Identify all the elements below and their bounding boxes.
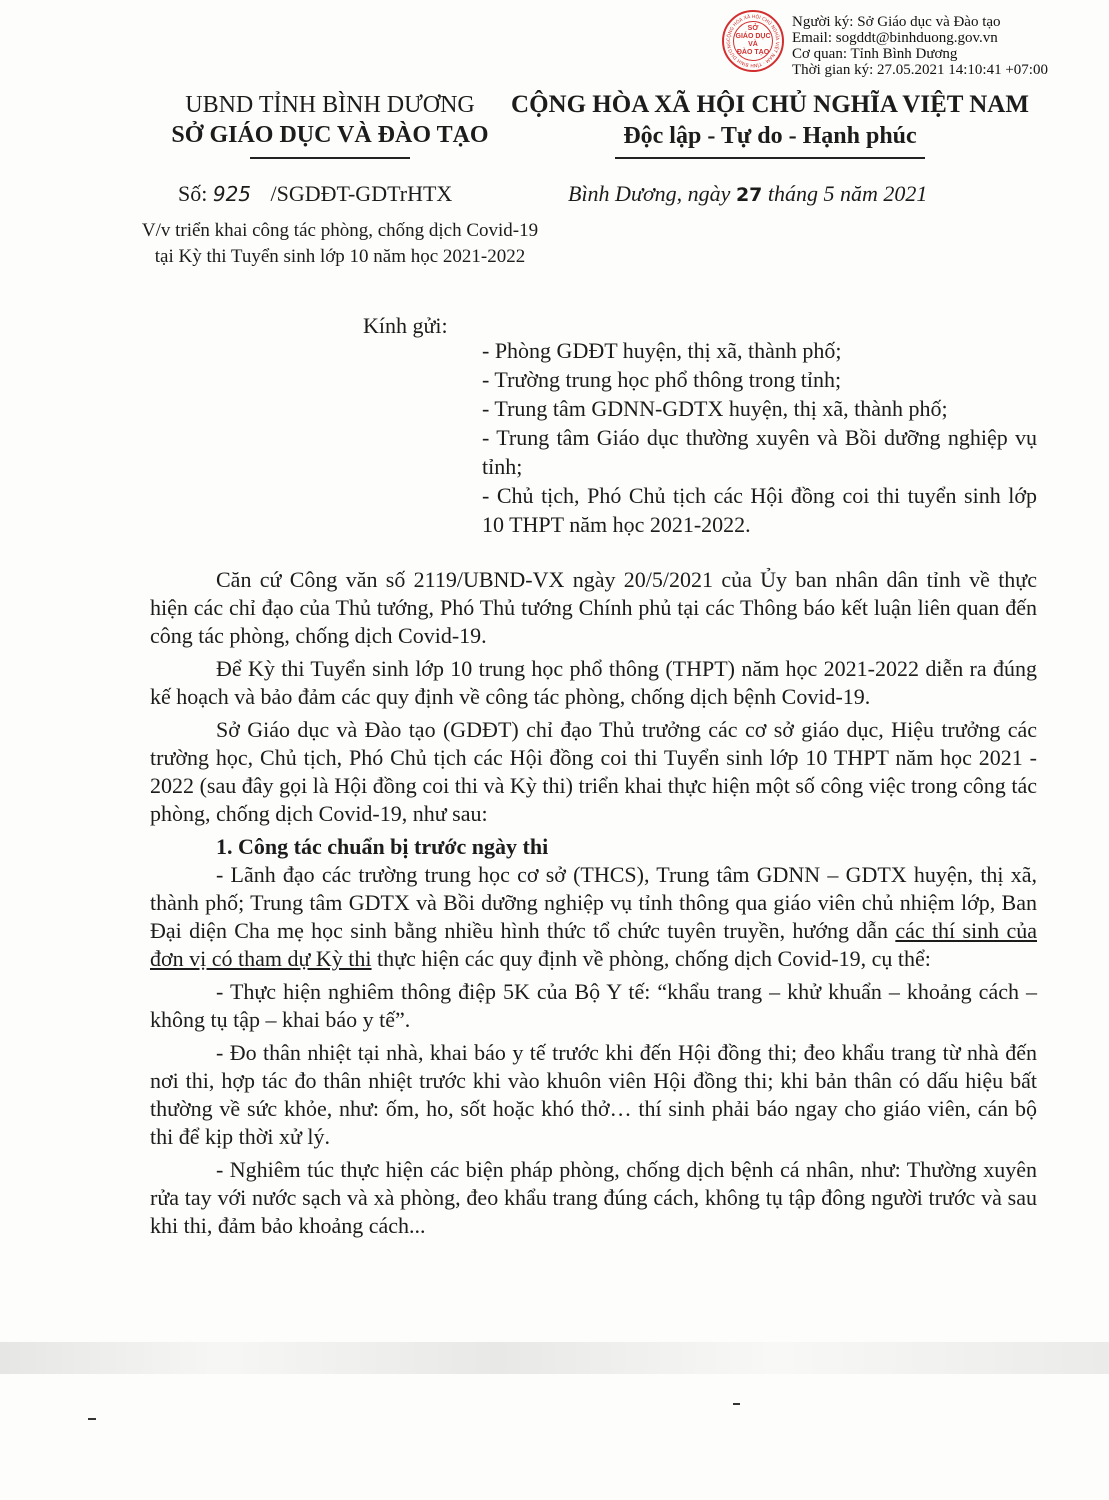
document-body [150, 566, 1037, 1245]
seal-line-2: GIÁO DỤC VÀ [735, 33, 771, 48]
number-suffix: /SGDĐT-GDTrHTX [270, 181, 453, 206]
document-date [568, 181, 927, 207]
nation-motto: Độc lập - Tự do - Hạnh phúc [623, 123, 917, 149]
preparation-text-b: thực hiện các quy định về phòng, chống dịch Covid-19, cụ thể: [371, 946, 931, 971]
recipient-item: - Chủ tịch, Phó Chủ tịch các Hội đồng coi thi tuyển sinh lớp 10 THPT năm học 2021-2022. [482, 483, 1037, 537]
scan-mark [88, 1418, 96, 1420]
preparation-text-a: - Lãnh đạo các trường trung học cơ sở (THCS), Trung tâm GDNN – GDTX huyện, thị xã, thành phố; Trung tâm GDTX và Bồi dưỡng nghiệp vụ tỉnh thông qua giáo viên chủ nhiệm lớp, Ban Đại diện Cha mẹ học sinh bằng nhiều hình thức tổ chức tuyên truyền, hướng dẫn [150, 862, 1037, 943]
number-handwritten: 925 [212, 182, 252, 206]
scan-mark [733, 1403, 740, 1405]
motto-underline [615, 157, 925, 159]
preparation-underlined: các thí sinh của đơn vị có tham dự Kỳ thi [150, 918, 1037, 971]
date-suffix: tháng 5 năm 2021 [767, 181, 928, 206]
signature-signer: Người ký: Sở Giáo dục và Đào tạo [792, 14, 1001, 30]
seal-line-1: SỞ [747, 25, 759, 32]
paragraph-legal-basis: Căn cứ Công văn số 2119/UBND-VX ngày 20/5/2021 của Ủy ban nhân dân tỉnh về thực hiện các chỉ đạo của Thủ tướng, Phó Thủ tướng Chính phủ tại các Thông báo kết luận liên quan đến công tác phòng, chống dịch Covid-19. [150, 567, 1037, 648]
recipient-item: - Trường trung học phổ thông trong tỉnh; [482, 367, 842, 392]
paragraph-personal-measures: - Nghiêm túc thực hiện các biện pháp phòng, chống dịch bệnh cá nhân, như: Thường xuyên rửa tay với nước sạch và xà phòng, đeo khẩu trang đúng cách, không tụ tập đông người trước và sau khi thi, đảm bảo khoảng cách... [150, 1157, 1037, 1238]
paragraph-purpose: Để Kỳ thi Tuyển sinh lớp 10 trung học phổ thông (THPT) năm học 2021-2022 diễn ra đúng kế hoạch và bảo đảm các quy định về công tác phòng, chống dịch bệnh Covid-19. [150, 656, 1037, 709]
signature-time: Thời gian ký: 27.05.2021 14:10:41 +07:00 [792, 62, 1048, 78]
scan-artifact-band [0, 1342, 1109, 1374]
org-parent: UBND TỈNH BÌNH DƯƠNG [185, 92, 475, 118]
document-subject: V/v triển khai công tác phòng, chống dịch Covid-19 tại Kỳ thi Tuyển sinh lớp 10 năm học 2021-2022 [141, 220, 539, 267]
signature-agency: Cơ quan: Tỉnh Bình Dương [792, 46, 958, 62]
org-underline [250, 157, 410, 159]
paragraph-preparation [150, 861, 1037, 973]
recipients-greeting: Kính gửi: [363, 313, 448, 338]
section-heading-1: 1. Công tác chuẩn bị trước ngày thi [216, 834, 549, 859]
date-day-handwritten: 27 [735, 184, 763, 206]
official-seal [722, 10, 784, 72]
recipients-list [482, 336, 1037, 539]
date-prefix: Bình Dương, ngày [568, 181, 731, 206]
recipient-item: - Phòng GDĐT huyện, thị xã, thành phố; [482, 338, 842, 363]
paragraph-temperature: - Đo thân nhiệt tại nhà, khai báo y tế trước khi đến Hội đồng thi; đeo khẩu trang từ nhà đến nơi thi, hợp tác đo thân nhiệt trước khi vào khuôn viên Hội đồng thi; khi bản thân có dấu hiệu bất thường về sức khỏe, như: ốm, ho, sốt hoặc khó thở… thí sinh phải báo ngay cho giáo viên, cán bộ thi để kịp thời xử lý. [150, 1040, 1037, 1149]
seal-ring-text: CỘNG HÒA XÃ HỘI CHỦ NGHĨA VIỆT NAM · TỈNH BÌNH DƯƠNG [726, 14, 780, 68]
org-name: SỞ GIÁO DỤC VÀ ĐÀO TẠO [171, 122, 489, 148]
recipient-item: - Trung tâm GDNN-GDTX huyện, thị xã, thành phố; [482, 396, 948, 421]
seal-line-3: ĐÀO TẠO [736, 49, 770, 56]
document-number [178, 181, 452, 207]
seal-center [733, 21, 773, 61]
signature-email: Email: sogddt@binhduong.gov.vn [792, 30, 998, 46]
nation-title: CỘNG HÒA XÃ HỘI CHỦ NGHĨA VIỆT NAM [511, 91, 1029, 118]
digital-signature-info [792, 14, 1048, 78]
paragraph-5k: - Thực hiện nghiêm thông điệp 5K của Bộ Y tế: “khẩu trang – khử khuẩn – khoảng cách – không tụ tập – khai báo y tế”. [150, 979, 1037, 1032]
paragraph-directive: Sở Giáo dục và Đào tạo (GDĐT) chỉ đạo Thủ trưởng các cơ sở giáo dục, Hiệu trưởng các trường học, Chủ tịch, Phó Chủ tịch các Hội đồng coi thi Tuyển sinh lớp 10 THPT năm học 2021 - 2022 (sau đây gọi là Hội đồng coi thi và Kỳ thi) triển khai thực hiện một số công việc trong công tác phòng, chống dịch Covid-19, như sau: [150, 717, 1037, 826]
recipient-item: - Trung tâm Giáo dục thường xuyên và Bồi dưỡng nghiệp vụ tỉnh; [482, 425, 1037, 479]
number-prefix: Số: [178, 181, 208, 206]
